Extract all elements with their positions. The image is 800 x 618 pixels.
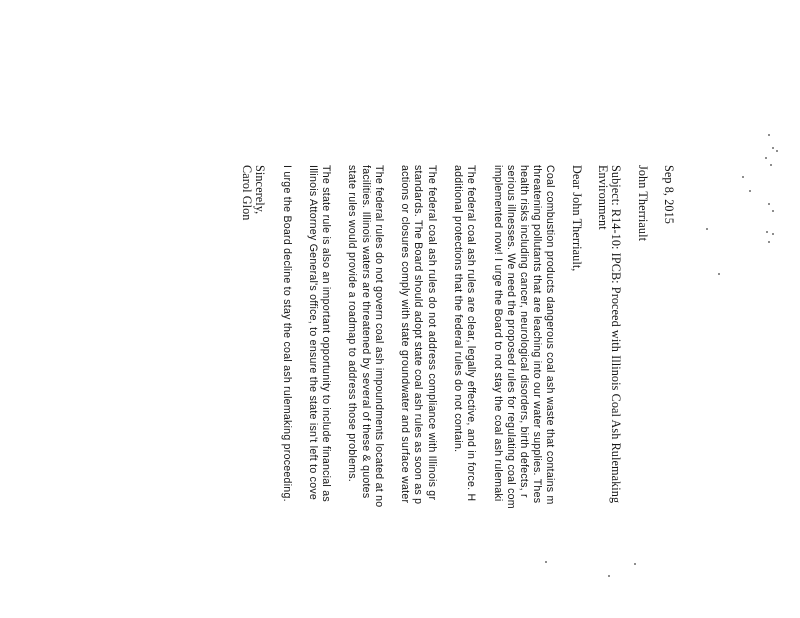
letter-body xyxy=(240,165,675,618)
paragraph-1-line: serious illnesses. We need the proposed rules for regulating coal com xyxy=(504,165,517,509)
paragraph-5-line: Illinois Attorney General's office, to ensure the state isn't left to cove xyxy=(306,165,319,501)
paragraph-4-line: The federal rules do not govern coal ash impoundments located at no xyxy=(372,165,385,508)
letter-recipient: John Therriault xyxy=(635,165,650,242)
letter-subject-continued: Environment xyxy=(596,165,611,230)
paragraph-3-line: standards. The Board should adopt state coal ash rules as soon as p xyxy=(412,165,425,505)
paragraph-5-line: The state rule is also an important opportunity to include financial as xyxy=(320,165,333,502)
letter-date: Sep 8, 2015 xyxy=(662,165,676,224)
letter-subject: Subject: R14-10: IPCB: Proceed with Illinois Coal Ash Rulemaking xyxy=(609,165,624,504)
paragraph-1-line: implemented now! I urge the Board to not stay the coal ash rulemaki xyxy=(491,165,504,502)
letter-signature: Carol Glon xyxy=(240,165,254,221)
paragraph-3-line: The federal coal ash rules do not address compliance with Illinois gr xyxy=(425,165,438,501)
paragraph-3-line: actions or closures comply with state groundwater and surface water xyxy=(399,165,412,504)
letter-closing: Sincerely, xyxy=(253,165,268,215)
paragraph-1-line: health risks including cancer, neurological disorders, birth defects, r xyxy=(517,165,530,498)
paragraph-6-line: I urge the Board decline to stay the coal ash rulemaking proceeding. xyxy=(280,165,293,502)
paragraph-2-line: The federal coal ash rules are clear, legally effective, and in force. H xyxy=(465,165,478,502)
paragraph-4-line: facilities. Illinois waters are threatened by several of these & quotes xyxy=(359,165,372,499)
paragraph-4-line: state rules would provide a roadmap to address those problems. xyxy=(346,165,359,482)
paragraph-2-line: additional protections that the federal rules do not contain. xyxy=(452,165,464,453)
paragraph-1-line: Coal combustion products dangerous coal ash waste that contains m xyxy=(544,165,557,505)
paragraph-1-line: threatening pollutants that are leaching into our water supplies. Thes xyxy=(531,165,544,504)
letter-salutation: Dear John Therriault, xyxy=(569,165,584,272)
